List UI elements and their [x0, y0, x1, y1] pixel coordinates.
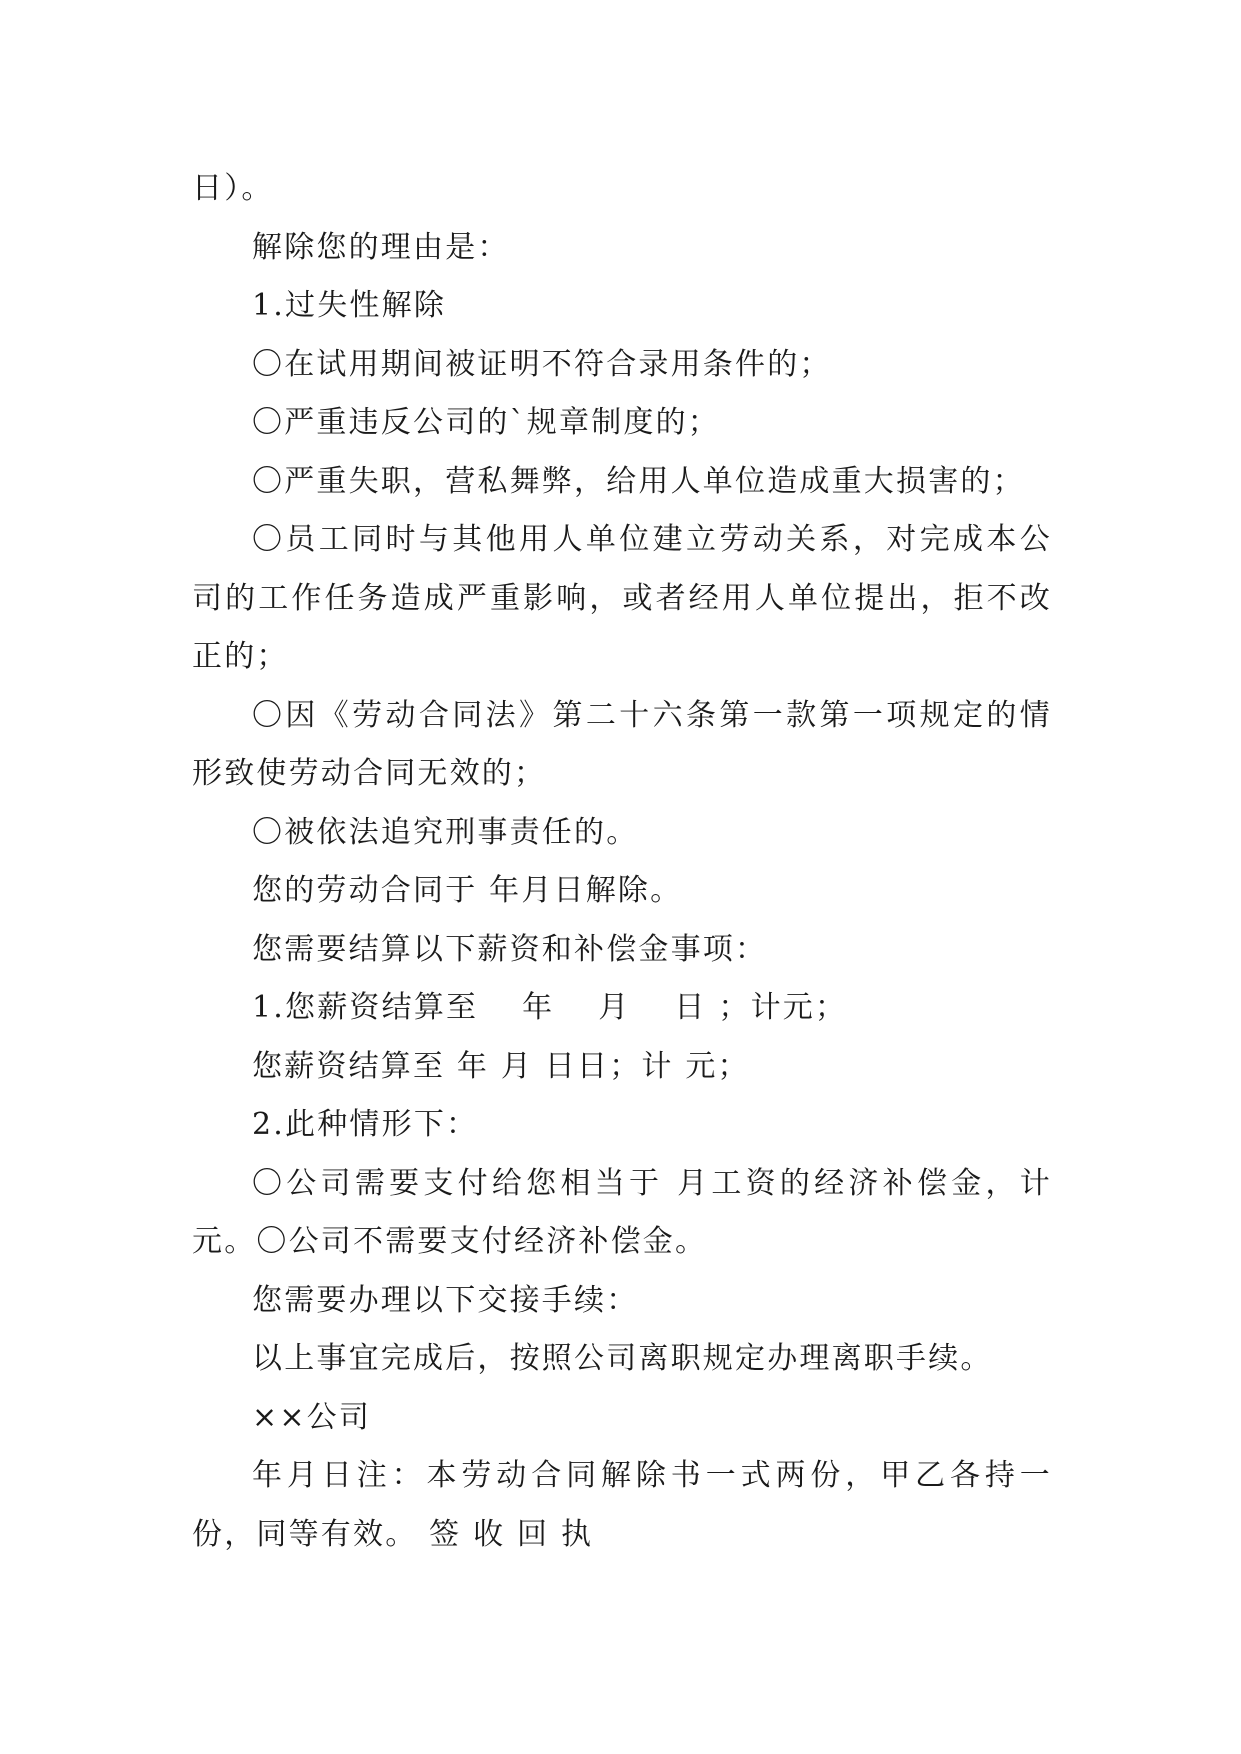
paragraph-salary-settlement-2: 您薪资结算至 年 月 日日；计 元；	[252, 1048, 750, 1084]
document-body	[192, 160, 1052, 1564]
paragraph-settlement-heading: 您需要结算以下薪资和补偿金事项：	[252, 931, 768, 967]
paragraph-company-name: ××公司	[252, 1399, 372, 1435]
paragraph-resignation-procedure: 以上事宜完成后，按照公司离职规定办理离职手续。	[252, 1341, 993, 1376]
paragraph-handover-heading: 您需要办理以下交接手续：	[252, 1282, 639, 1318]
paragraph-date-end: 日）。	[192, 171, 274, 206]
paragraph-probation: 〇在试用期间被证明不符合录用条件的；	[252, 346, 832, 382]
paragraph-situation: 2.此种情形下：	[252, 1107, 479, 1142]
paragraph-salary-settlement-1: 1.您薪资结算至 年 月 日 ；计元；	[252, 990, 848, 1025]
paragraph-rule-violation: 〇严重违反公司的`规章制度的；	[252, 405, 720, 440]
paragraph-invalid-contract: 〇因《劳动合同法》第二十六条第一款第一项规定的情形致使劳动合同无效的；	[192, 697, 1052, 791]
paragraph-dereliction: 〇严重失职，营私舞弊，给用人单位造成重大损害的；	[252, 463, 1025, 499]
paragraph-dual-employment: 〇员工同时与其他用人单位建立劳动关系，对完成本公司的工作任务造成严重影响，或者经用人单位提出，拒不改正的；	[192, 522, 1052, 674]
paragraph-fault-termination: 1.过失性解除	[252, 288, 447, 323]
paragraph-criminal: 〇被依法追究刑事责任的。	[252, 814, 639, 850]
paragraph-note-receipt: 年月日注：本劳动合同解除书一式两份，甲乙各持一份，同等有效。 签 收 回 执	[192, 1458, 1052, 1552]
paragraph-reason-heading: 解除您的理由是：	[252, 229, 510, 265]
paragraph-termination-date: 您的劳动合同于 年月日解除。	[252, 873, 683, 908]
paragraph-compensation: 〇公司需要支付给您相当于 月工资的经济补偿金，计元。〇公司不需要支付经济补偿金。	[192, 1165, 1052, 1259]
